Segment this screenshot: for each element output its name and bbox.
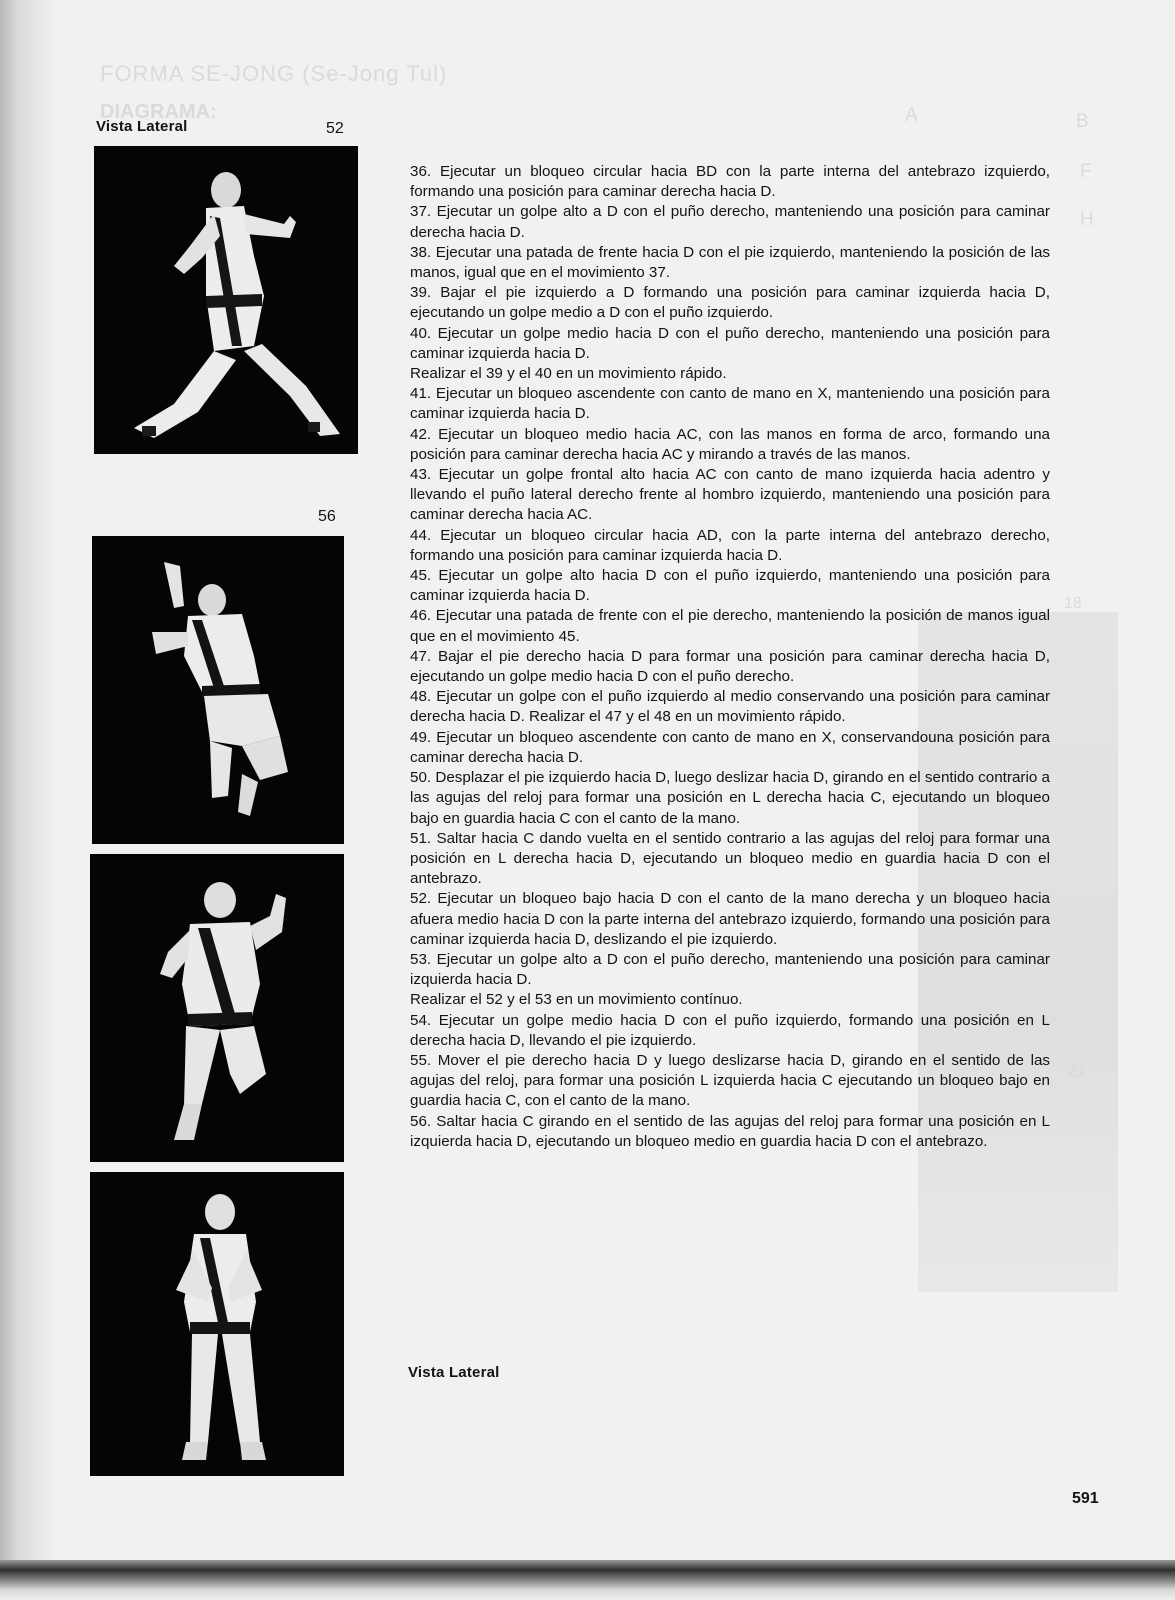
photo-number-56: 56 [318,508,336,525]
movement-47: 47. Bajar el pie derecho hacia D para formar una posición para caminar derecha hacia D, ejecutando un golpe medio hacia D con el puño derecho. [410,647,1050,686]
photo-walking-stance [94,146,358,454]
movement-note-52-53: Realizar el 52 y el 53 en un movimiento contínuo. [410,991,743,1009]
photo-l-stance [90,854,344,1162]
movement-56: 56. Saltar hacia C girando en el sentido de las agujas del reloj para formar una posición en L izquierda hacia D, ejecutando un bloqueo medio en guardia hacia D con el antebrazo. [410,1112,1050,1150]
movement-48: 48. Ejecutar un golpe con el puño izquierdo al medio conservando una posición para caminar derecha hacia D. Realizar el 47 y el 48 en un movimiento rápido. [410,688,1050,726]
movement-53: 53. Ejecutar un golpe alto a D con el puño derecho, manteniendo una posición para caminar izquierda hacia D. [410,950,1050,989]
ghost-label-a: A [905,105,918,126]
movement-52: 52. Ejecutar un bloqueo bajo hacia D con el canto de la mano derecha y un bloqueo hacia afuera medio hacia D con la parte interna del antebrazo izquierdo, formando una posición para caminar izquierda hacia D, deslizando el pie izquierdo. [410,890,1050,948]
movement-50: 50. Desplazar el pie izquierdo hacia D, luego deslizar hacia D, girando en el sentido contrario a las agujas del reloj para formar una posición en L derecha hacia C, ejecutando un bloqueo bajo en guardia hacia C con el canto de la mano. [410,769,1050,827]
movement-36: 36. Ejecutar un bloqueo circular hacia BD con la parte interna del antebrazo izquierdo, formando una posición para caminar derecha hacia D. [410,163,1050,201]
side-view-label-bottom: Vista Lateral [408,1364,500,1381]
scan-bottom-edge [0,1560,1175,1600]
ghost-label-b: B [1076,111,1089,132]
movement-49: 49. Ejecutar un bloqueo ascendente con canto de mano en X, conservandouna posición para caminar derecha hacia D. [410,728,1050,766]
movement-43: 43. Ejecutar un golpe frontal alto hacia AC con canto de mano izquierda hacia adentro y llevando el puño lateral derecho frente al hombro izquierdo, manteniendo una posición para caminar derecha hacia AC. [410,466,1050,524]
movement-44: 44. Ejecutar un bloqueo circular hacia AD, con la parte interna del antebrazo derecho, formando una posición para caminar izquierda hacia D. [410,526,1050,564]
movement-40: 40. Ejecutar un golpe medio hacia D con el puño derecho, manteniendo una posición para caminar izquierda hacia D. [410,324,1050,362]
photo-ready-stance [90,1172,344,1476]
photo-jump [92,536,344,844]
movement-42: 42. Ejecutar un bloqueo medio hacia AC, con las manos en forma de arco, formando una posición para caminar derecha hacia AC y mirando a través de las manos. [410,425,1050,463]
movement-38: 38. Ejecutar una patada de frente hacia D con el pie izquierdo, manteniendo la posición de las manos, igual que en el movimiento 37. [410,243,1050,282]
side-view-label-top: Vista Lateral [96,118,188,135]
ghost-label-h: H [1080,209,1094,230]
movement-55: 55. Mover el pie derecho hacia D y luego deslizarse hacia D, girando en el sentido de las agujas del reloj, para formar una posición L izquierda hacia C ejecutando un bloqueo bajo en guardia hacia C, con el canto de la mano. [410,1051,1050,1110]
movement-45: 45. Ejecutar un golpe alto hacia D con el puño izquierdo, manteniendo una posición para caminar izquierda hacia D. [410,567,1050,605]
ghost-label-18: 18 [1064,595,1082,612]
page-number: 591 [1072,1490,1099,1507]
ghost-title: FORMA SE-JONG (Se-Jong Tul) [100,61,448,86]
movement-note-39-40: Realizar el 39 y el 40 en un movimiento rápido. [410,365,727,383]
movement-46: 46. Ejecutar una patada de frente con el pie derecho, manteniendo la posición de manos igual que en el movimiento 45. [410,607,1050,645]
ghost-label-f: F [1080,161,1092,182]
ghost-diagram: DIAGRAMA: [100,101,217,123]
movement-54: 54. Ejecutar un golpe medio hacia D con el puño izquierdo, formando una posición en L derecha hacia D, llevando el pie izquierdo. [410,1011,1050,1049]
movement-51: 51. Saltar hacia C dando vuelta en el sentido contrario a las agujas del reloj para formar una posición en L derecha hacia D, ejecutando un bloqueo medio en guardia hacia D con el antebrazo. [410,829,1050,888]
movement-37: 37. Ejecutar un golpe alto a D con el puño derecho, manteniendo una posición para caminar derecha hacia D. [410,203,1050,241]
binding-gutter [0,0,60,1600]
movement-39: 39. Bajar el pie izquierdo a D formando una posición para caminar izquierda hacia D, ejecutando un golpe medio a D con el puño izquierdo. [410,284,1050,322]
movement-instructions [410,162,1050,1152]
photo-number-52: 52 [326,120,344,137]
movement-41: 41. Ejecutar un bloqueo ascendente con canto de mano en X, manteniendo una posición para caminar izquierda hacia D. [410,385,1050,423]
